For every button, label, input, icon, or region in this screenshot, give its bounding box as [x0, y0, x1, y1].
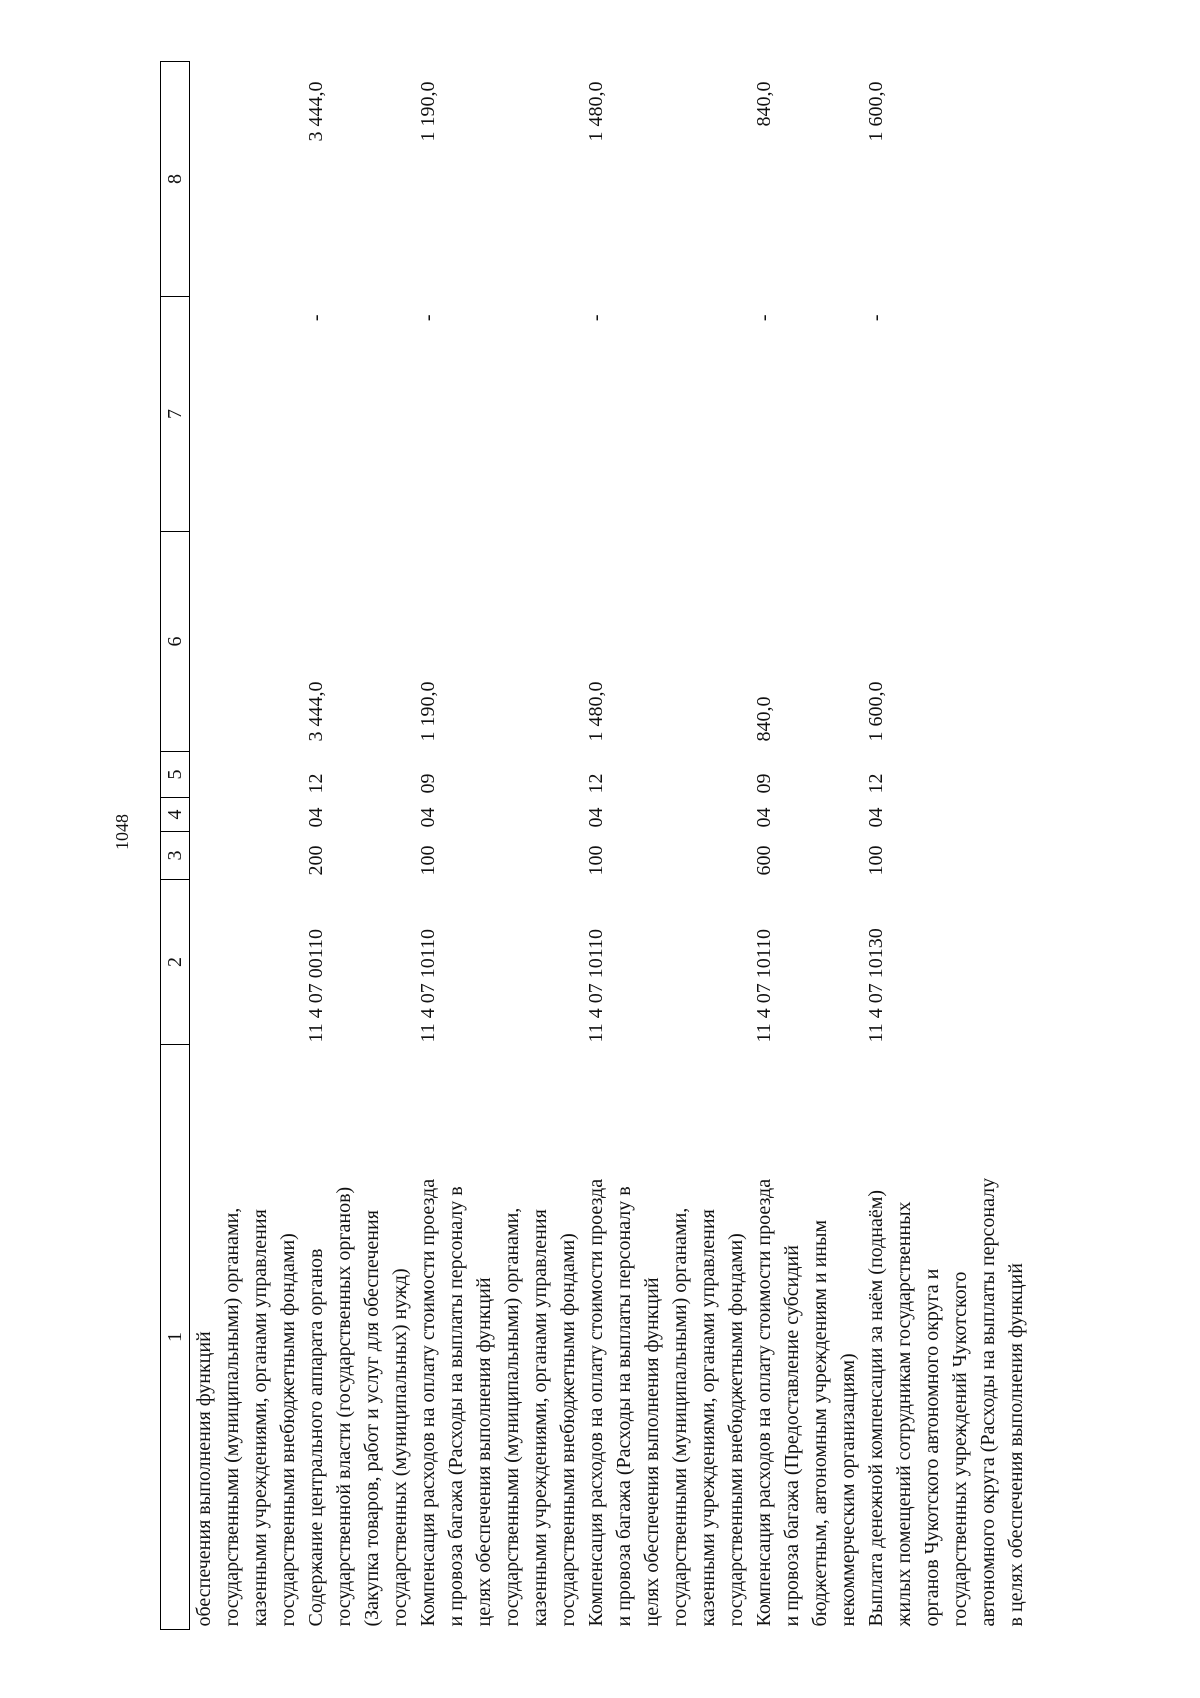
description-line: и провоза багажа (Расходы на выплаты персоналу в: [445, 1186, 467, 1627]
column-header: 2: [161, 880, 190, 1045]
section: 04: [865, 807, 887, 828]
section: 04: [753, 807, 775, 828]
description-line: в целях обеспечения выполнения функций: [1005, 1263, 1027, 1627]
description-line: государственными внебюджетными фондами): [557, 1233, 579, 1627]
amount-col8: 840,0: [753, 81, 775, 127]
amount-col7: -: [753, 314, 775, 322]
section: 04: [585, 807, 607, 828]
table-row: [302, 62, 414, 1630]
amount-col6: 3 444,0: [305, 681, 327, 742]
description-line: жилых помещений сотрудникам государственных: [893, 1201, 915, 1627]
amount-col8: 1 600,0: [865, 81, 887, 142]
description-line: государственными (муниципальными) органами,: [669, 1207, 691, 1627]
amount-col6: 840,0: [753, 696, 775, 742]
amount-col8: 1 190,0: [417, 81, 439, 142]
column-header: 6: [161, 532, 190, 752]
target-code: 11 4 07 10110: [417, 928, 439, 1043]
section: [190, 798, 303, 832]
amount-col6: 1 480,0: [585, 681, 607, 742]
description-line: государственных учреждений Чукотского: [949, 1271, 971, 1627]
description-line: обеспечения выполнения функций: [193, 1331, 215, 1627]
description-line: (Закупка товаров, работ и услуг для обеспечения: [361, 1210, 383, 1627]
amount-col8: [190, 62, 303, 297]
row-description: [302, 1045, 414, 1630]
description-line: государственными (муниципальными) органами,: [221, 1207, 243, 1627]
description-line: казенными учреждениями, органами управления: [249, 1209, 271, 1627]
section: 04: [417, 807, 439, 828]
target-code: 11 4 07 00110: [305, 928, 327, 1043]
amount-col7: -: [865, 314, 887, 322]
description-line: Содержание центрального аппарата органов: [305, 1248, 327, 1627]
page-number: 1048: [112, 814, 132, 850]
expense-type: 600: [753, 845, 775, 876]
table-row: [190, 62, 303, 1630]
subsection: 12: [585, 773, 607, 794]
description-line: государственными внебюджетными фондами): [277, 1233, 299, 1627]
rotated-budget-table-page: [160, 62, 1132, 1630]
expense-type: 100: [417, 845, 439, 876]
row-description: [414, 1045, 582, 1630]
expense-type: [190, 832, 303, 880]
description-line: автономного округа (Расходы на выплаты персоналу: [977, 1177, 999, 1627]
description-line: бюджетным, автономным учреждениям и иным: [809, 1219, 831, 1627]
subsection: [190, 752, 303, 798]
target-code: [190, 880, 303, 1045]
description-line: Компенсация расходов на оплату стоимости проезда: [585, 1178, 607, 1627]
amount-col8: 3 444,0: [305, 81, 327, 142]
amount-col7: [190, 297, 303, 532]
target-code: 11 4 07 10110: [753, 928, 775, 1043]
description-line: государственными (муниципальными) органами,: [501, 1207, 523, 1627]
expense-type: 200: [305, 845, 327, 876]
row-description: [582, 1045, 750, 1630]
column-header: 5: [161, 752, 190, 798]
description-line: органов Чукотского автономного округа и: [921, 1268, 943, 1627]
description-line: государственных (муниципальных) нужд): [389, 1268, 411, 1627]
budget-table: [160, 61, 1030, 1630]
table-row: [750, 62, 862, 1630]
description-line: казенными учреждениями, органами управления: [529, 1209, 551, 1627]
description-line: Выплата денежной компенсации за наём (поднаём): [865, 1189, 887, 1627]
section: 04: [305, 807, 327, 828]
row-description: [862, 1045, 1030, 1630]
column-header: 8: [161, 62, 190, 297]
amount-col8: 1 480,0: [585, 81, 607, 142]
amount-col7: -: [417, 314, 439, 322]
description-line: и провоза багажа (Предоставление субсидий: [781, 1245, 803, 1627]
column-header: 1: [161, 1045, 190, 1630]
description-line: и провоза багажа (Расходы на выплаты персоналу в: [613, 1186, 635, 1627]
description-line: целях обеспечения выполнения функций: [473, 1277, 495, 1627]
column-header: 3: [161, 832, 190, 880]
subsection: 12: [305, 773, 327, 794]
row-description: [750, 1045, 862, 1630]
subsection: 09: [753, 773, 775, 794]
table-row: [582, 62, 750, 1630]
table-row: [862, 62, 1030, 1630]
subsection: 09: [417, 773, 439, 794]
row-description: [190, 1045, 303, 1630]
target-code: 11 4 07 10110: [585, 928, 607, 1043]
amount-col6: [190, 532, 303, 752]
description-line: некоммерческим организациям): [837, 1353, 859, 1627]
description-line: казенными учреждениями, органами управления: [697, 1209, 719, 1627]
table-header-row: [161, 62, 190, 1630]
expense-type: 100: [865, 845, 887, 876]
expense-type: 100: [585, 845, 607, 876]
description-line: Компенсация расходов на оплату стоимости проезда: [753, 1178, 775, 1627]
column-header: 7: [161, 297, 190, 532]
description-line: государственной власти (государственных органов): [333, 1186, 355, 1627]
description-line: Компенсация расходов на оплату стоимости проезда: [417, 1178, 439, 1627]
amount-col6: 1 190,0: [417, 681, 439, 742]
table-row: [414, 62, 582, 1630]
amount-col7: -: [305, 314, 327, 322]
amount-col6: 1 600,0: [865, 681, 887, 742]
column-header: 4: [161, 798, 190, 832]
subsection: 12: [865, 773, 887, 794]
description-line: целях обеспечения выполнения функций: [641, 1277, 663, 1627]
target-code: 11 4 07 10130: [865, 928, 887, 1043]
amount-col7: -: [585, 314, 607, 322]
description-line: государственными внебюджетными фондами): [725, 1233, 747, 1627]
